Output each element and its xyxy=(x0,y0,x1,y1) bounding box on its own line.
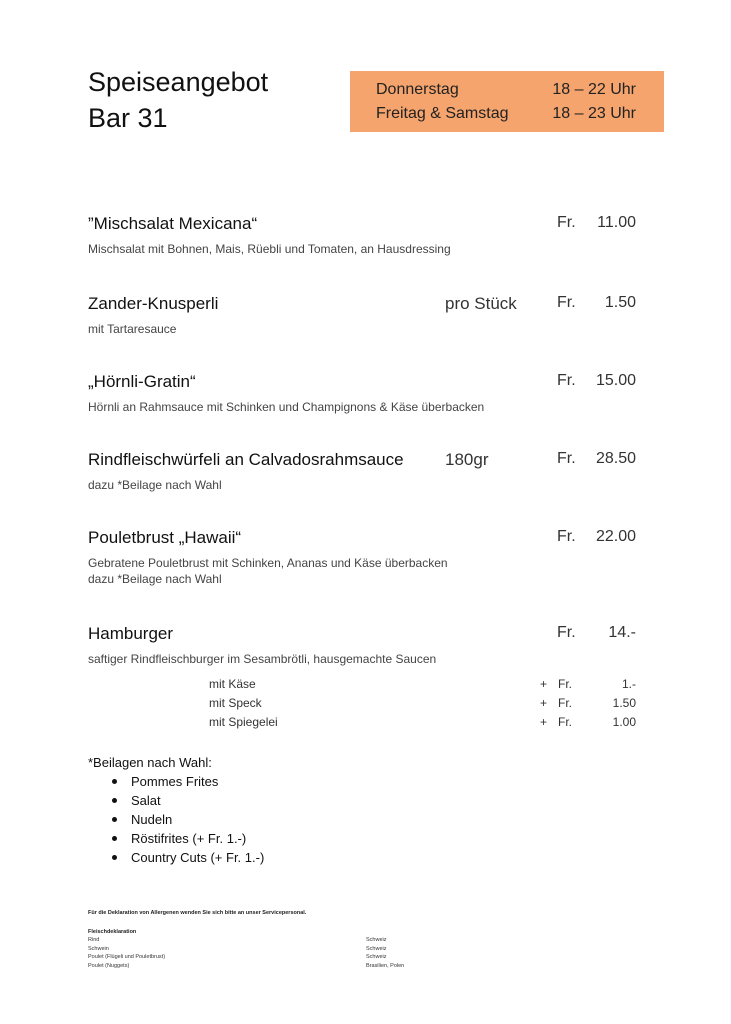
sides-title: *Beilagen nach Wahl: xyxy=(88,755,212,770)
extra-row xyxy=(209,696,639,715)
meat-type: Poulet (Flügeli und Pouletbrust) xyxy=(88,954,166,960)
description-line: dazu *Beilage nach Wahl xyxy=(88,572,222,586)
sides-list-item: Country Cuts (+ Fr. 1.-) xyxy=(112,848,264,867)
description-line: mit Tartaresauce xyxy=(88,322,177,336)
description-line: dazu *Beilage nach Wahl xyxy=(88,478,222,492)
meat-type: Rind xyxy=(88,937,100,943)
title-line-2: Bar 31 xyxy=(88,103,168,133)
extra-label: mit Speck xyxy=(209,696,262,710)
meat-declaration-row xyxy=(88,954,448,963)
burger-extras xyxy=(209,677,639,734)
hours-time: 18 – 22 Uhr xyxy=(552,81,636,98)
description-line: Gebratene Pouletbrust mit Schinken, Ananas und Käse überbacken xyxy=(88,556,448,570)
sides-list-item: Salat xyxy=(112,791,264,810)
extra-price: 1.50 xyxy=(612,696,636,710)
menu-item-currency: Fr. xyxy=(557,372,576,389)
menu-item-description xyxy=(88,321,176,337)
menu-item-name: „Hörnli-Gratin“ xyxy=(88,372,196,391)
menu-item-currency: Fr. xyxy=(557,450,576,467)
extra-label: mit Käse xyxy=(209,677,256,691)
extra-plus: + xyxy=(540,696,548,710)
hours-day: Freitag & Samstag xyxy=(376,105,509,122)
extra-row xyxy=(209,677,639,696)
extra-label: mit Spiegelei xyxy=(209,715,278,729)
sides-list-item: Pommes Frites xyxy=(112,772,264,791)
menu-item-price: 22.00 xyxy=(595,528,636,545)
menu-item-note: 180gr xyxy=(445,450,489,469)
extra-currency: Fr. xyxy=(558,715,572,729)
sides-list-item: Röstifrites (+ Fr. 1.-) xyxy=(112,829,264,848)
description-line: Mischsalat mit Bohnen, Mais, Rüebli und Tomaten, an Hausdressing xyxy=(88,242,451,256)
description-line: Hörnli an Rahmsauce mit Schinken und Champignons & Käse überbacken xyxy=(88,400,485,414)
hours-row xyxy=(376,81,636,103)
extra-currency: Fr. xyxy=(558,696,572,710)
menu-item-description xyxy=(88,241,451,257)
allergen-note: Für die Deklaration von Allergenen wenden Sie sich bitte an unser Servicepersonal. xyxy=(88,910,307,916)
extra-row xyxy=(209,715,639,734)
extra-price: 1.- xyxy=(621,677,636,691)
meat-type: Poulet (Nuggets) xyxy=(88,962,130,969)
extra-price: 1.00 xyxy=(612,715,636,729)
meat-declaration-row xyxy=(88,937,448,946)
menu-item-name: ”Mischsalat Mexicana“ xyxy=(88,214,258,233)
menu-item-currency: Fr. xyxy=(557,528,576,545)
menu-item-currency: Fr. xyxy=(557,294,576,311)
opening-hours-box xyxy=(350,71,664,132)
description-line: saftiger Rindfleischburger im Sesambrötli, hausgemachte Saucen xyxy=(88,652,437,666)
menu-item-name: Rindfleischwürfeli an Calvadosrahmsauce xyxy=(88,450,404,469)
sides-list xyxy=(112,772,264,867)
extra-plus: + xyxy=(540,677,548,691)
menu-item-price: 15.00 xyxy=(595,372,636,389)
title-line-1: Speiseangebot xyxy=(88,67,269,97)
menu-item-price: 14.- xyxy=(608,624,636,641)
meat-declaration-row xyxy=(88,963,448,972)
page-title xyxy=(88,64,268,136)
meat-origin: Brasilien, Polen xyxy=(366,962,405,969)
menu-item-name: Pouletbrust „Hawaii“ xyxy=(88,528,242,547)
meat-origin: Schweiz xyxy=(366,945,387,952)
meat-origin: Schweiz xyxy=(366,954,387,960)
menu-item-note: pro Stück xyxy=(445,294,517,313)
sides-list-item: Nudeln xyxy=(112,810,264,829)
meat-declaration-table xyxy=(88,937,448,971)
extra-plus: + xyxy=(540,715,548,729)
menu-item-currency: Fr. xyxy=(557,214,576,231)
hours-row xyxy=(376,105,636,127)
hours-time: 18 – 23 Uhr xyxy=(552,105,636,122)
menu-item-description xyxy=(88,399,484,415)
menu-item-description xyxy=(88,651,436,667)
hours-day: Donnerstag xyxy=(376,81,459,98)
menu-item-description xyxy=(88,555,448,587)
menu-item-name: Zander-Knusperli xyxy=(88,294,219,313)
meat-origin: Schweiz xyxy=(366,937,387,943)
menu-item-currency: Fr. xyxy=(557,624,576,641)
menu-item-price: 1.50 xyxy=(604,294,636,311)
menu-item-price: 28.50 xyxy=(595,450,636,467)
meat-declaration-title: Fleischdeklaration xyxy=(88,929,137,935)
meat-declaration-row xyxy=(88,946,448,955)
menu-item-name: Hamburger xyxy=(88,624,174,643)
meat-type: Schwein xyxy=(88,945,109,952)
menu-item-description xyxy=(88,477,222,493)
extra-currency: Fr. xyxy=(558,677,572,691)
menu-item-price: 11.00 xyxy=(597,214,636,231)
